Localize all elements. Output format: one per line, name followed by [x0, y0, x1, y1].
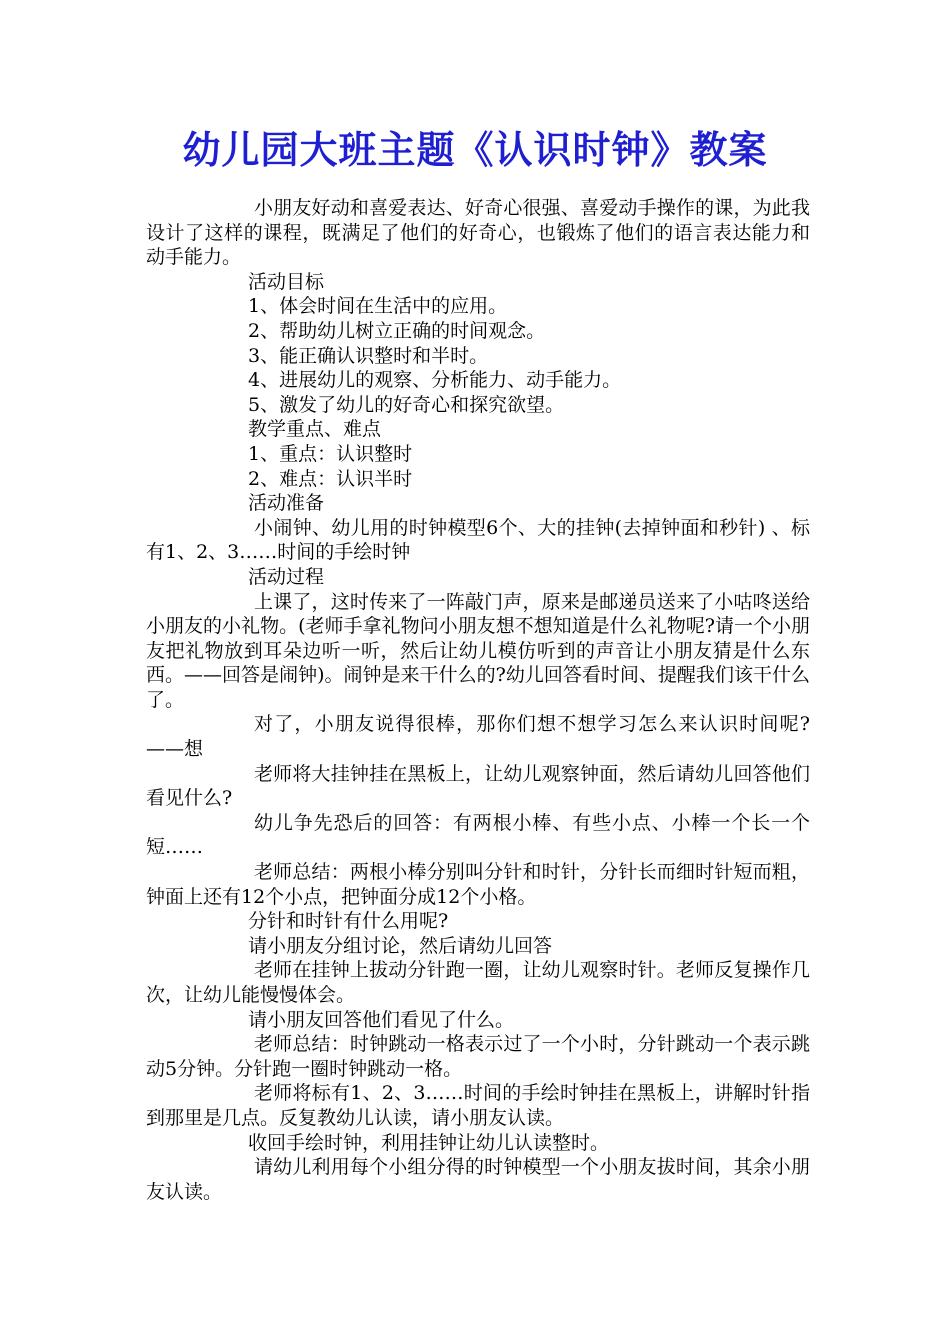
text-line: 2、帮助幼儿树立正确的时间观念。 — [248, 319, 546, 342]
text-line: 1、重点：认识整时 — [248, 442, 413, 465]
text-line: 活动目标 — [248, 270, 325, 293]
text-line: 教学重点、难点 — [248, 418, 382, 441]
text-line: 1、体会时间在生活中的应用。 — [248, 295, 508, 318]
text-line: 分针和时针有什么用呢? — [248, 910, 449, 933]
paragraph: 请幼儿利用每个小组分得的时钟模型一个小朋友拔时间，其余小朋友认读。 — [146, 1156, 810, 1203]
paragraph: 小朋友好动和喜爱表达、好奇心很强、喜爱动手操作的课，为此我设计了这样的课程，既满足了他们的好奇心，也锻炼了他们的语言表达能力和动手能力。 — [146, 197, 810, 269]
text-line: 请小朋友回答他们看见了什么。 — [248, 1008, 515, 1031]
paragraph: 老师在挂钟上拔动分针跑一圈，让幼儿观察时针。老师反复操作几次，让幼儿能慢慢体会。 — [146, 959, 810, 1006]
document-title: 幼儿园大班主题《认识时钟》教案 — [182, 127, 768, 172]
text-line: 2、难点：认识半时 — [248, 467, 413, 490]
paragraph: 对了，小朋友说得很棒，那你们想不想学习怎么来认识时间呢?——想 — [146, 713, 810, 761]
text-line: 5、激发了幼儿的好奇心和探究欲望。 — [248, 393, 565, 416]
paragraph: 老师总结：两根小棒分别叫分针和时针，分针长而细时针短而粗，钟面上还有12个小点，把钟面分成12个小格。 — [146, 861, 810, 908]
paragraph: 上课了，这时传来了一阵敲门声，原来是邮递员送来了小咕咚送给小朋友的小礼物。(老师手拿礼物问小朋友想不想知道是什么礼物呢?请一个小朋友把礼物放到耳朵边听一听，然后让幼儿模仿听到的声音让小朋友猜是什么东西。——回答是闹钟)。闹钟是来干什么的?幼儿回答看时间、提醒我们该干什么了。 — [146, 590, 810, 711]
paragraph: 老师将标有1、2、3……时间的手绘时钟挂在黑板上，讲解时针指到那里是几点。反复教幼儿认读，请小朋友认读。 — [146, 1082, 810, 1129]
paragraph: 幼儿争先恐后的回答：有两根小棒、有些小点、小棒一个长一个短…… — [146, 811, 810, 859]
text-line: 活动过程 — [248, 565, 325, 588]
paragraph: 小闹钟、幼儿用的时钟模型6个、大的挂钟(去掉钟面和秒针) 、标有1、2、3……时间的手绘时钟 — [146, 516, 810, 564]
text-line: 4、进展幼儿的观察、分析能力、动手能力。 — [248, 369, 622, 392]
text-line: 活动准备 — [248, 492, 325, 515]
text-line: 请小朋友分组讨论，然后请幼儿回答 — [248, 934, 553, 957]
paragraph: 老师将大挂钟挂在黑板上，让幼儿观察钟面，然后请幼儿回答他们看见什么? — [146, 762, 810, 810]
document-body — [146, 196, 810, 1204]
text-line: 收回手绘时钟，利用挂钟让幼儿认读整时。 — [248, 1131, 610, 1154]
text-line: 3、能正确认识整时和半时。 — [248, 344, 489, 367]
paragraph: 老师总结：时钟跳动一格表示过了一个小时，分针跳动一个表示跳动5分钟。分针跑一圈时钟跳动一格。 — [146, 1033, 810, 1080]
